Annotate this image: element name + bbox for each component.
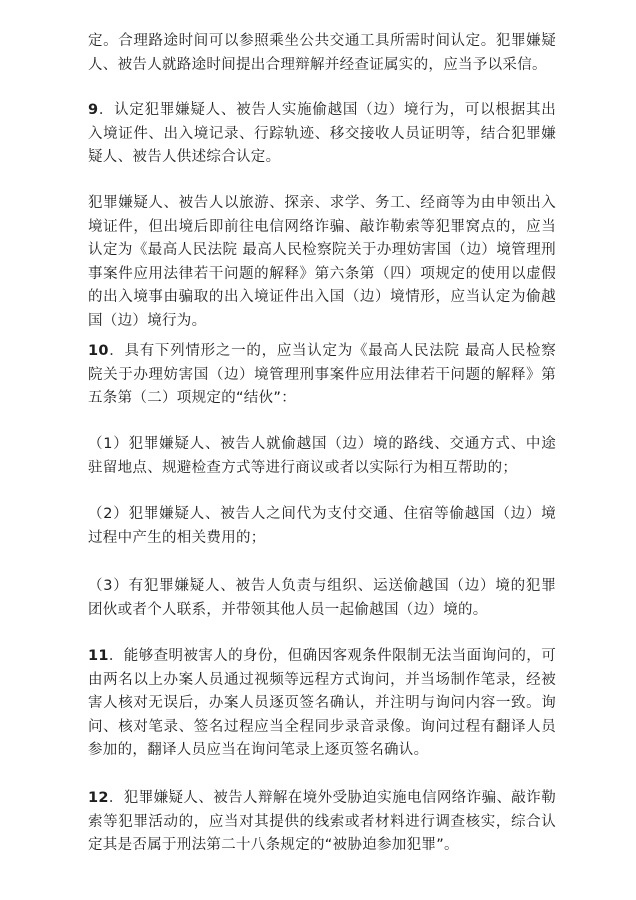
paragraph-text: 犯罪嫌疑人、被告人以旅游、探亲、求学、务工、经商等为由申领出入境证件，但出境后即前往电信网络诈骗、敲诈勒索等犯罪窝点的，应当认定为《最高人民法院 最高人民检察院关于办理妨害国（边）境管理刑事案件应用法律若干问题的解释》第六条第（四）项规定的使用以虚假的出入境事由骗取的出入境证件出入国（边）境情形，应当认定为偷越国（边）境行为。 (88, 195, 556, 329)
paragraph-sub-2 (88, 503, 556, 550)
paragraph-text: （1）犯罪嫌疑人、被告人就偷越国（边）境的路线、交通方式、中途驻留地点、规避检查方式等进行商议或者以实际行为相互帮助的； (88, 436, 556, 476)
paragraph-text: ．能够查明被害人的身份，但确因客观条件限制无法当面询问的，可由两名以上办案人员通过视频等远程方式询问，并当场制作笔录，经被害人核对无误后，办案人员逐页签名确认，并注明与询问内容一致。询问、核对笔录、签名过程应当全程同步录音录像。询问过程有翻译人员参加的，翻译人员应当在询问笔录上逐页签名确认。 (88, 648, 556, 758)
paragraph-item-12 (88, 787, 556, 858)
paragraph-item-10 (88, 340, 556, 411)
item-number: 11 (88, 648, 109, 664)
paragraph-continuation (88, 30, 556, 77)
paragraph-sub-1 (88, 433, 556, 480)
paragraph-sub-3 (88, 575, 556, 622)
paragraph-item-11 (88, 645, 556, 763)
paragraph-item-9-detail (88, 192, 556, 333)
item-number: 9 (88, 102, 99, 118)
paragraph-text: ．犯罪嫌疑人、被告人辩解在境外受胁迫实施电信网络诈骗、敲诈勒索等犯罪活动的，应当对其提供的线索或者材料进行调查核实，综合认定其是否属于刑法第二十八条规定的“被胁迫参加犯罪”。 (88, 790, 556, 853)
paragraph-item-9 (88, 99, 556, 170)
paragraph-text: 定。合理路途时间可以参照乘坐公共交通工具所需时间认定。犯罪嫌疑人、被告人就路途时间提出合理辩解并经查证属实的，应当予以采信。 (88, 33, 556, 73)
paragraph-text: ．认定犯罪嫌疑人、被告人实施偷越国（边）境行为，可以根据其出入境证件、出入境记录、行踪轨迹、移交接收人员证明等，结合犯罪嫌疑人、被告人供述综合认定。 (88, 102, 556, 165)
item-number: 12 (88, 790, 109, 806)
paragraph-text: （2）犯罪嫌疑人、被告人之间代为支付交通、住宿等偷越国（边）境过程中产生的相关费用的； (88, 506, 556, 546)
item-number: 10 (88, 343, 109, 359)
paragraph-text: （3）有犯罪嫌疑人、被告人负责与组织、运送偷越国（边）境的犯罪团伙或者个人联系，并带领其他人员一起偷越国（边）境的。 (88, 578, 556, 618)
paragraph-text: ．具有下列情形之一的，应当认定为《最高人民法院 最高人民检察院关于办理妨害国（边）境管理刑事案件应用法律若干问题的解释》第五条第（二）项规定的“结伙”： (88, 343, 556, 406)
